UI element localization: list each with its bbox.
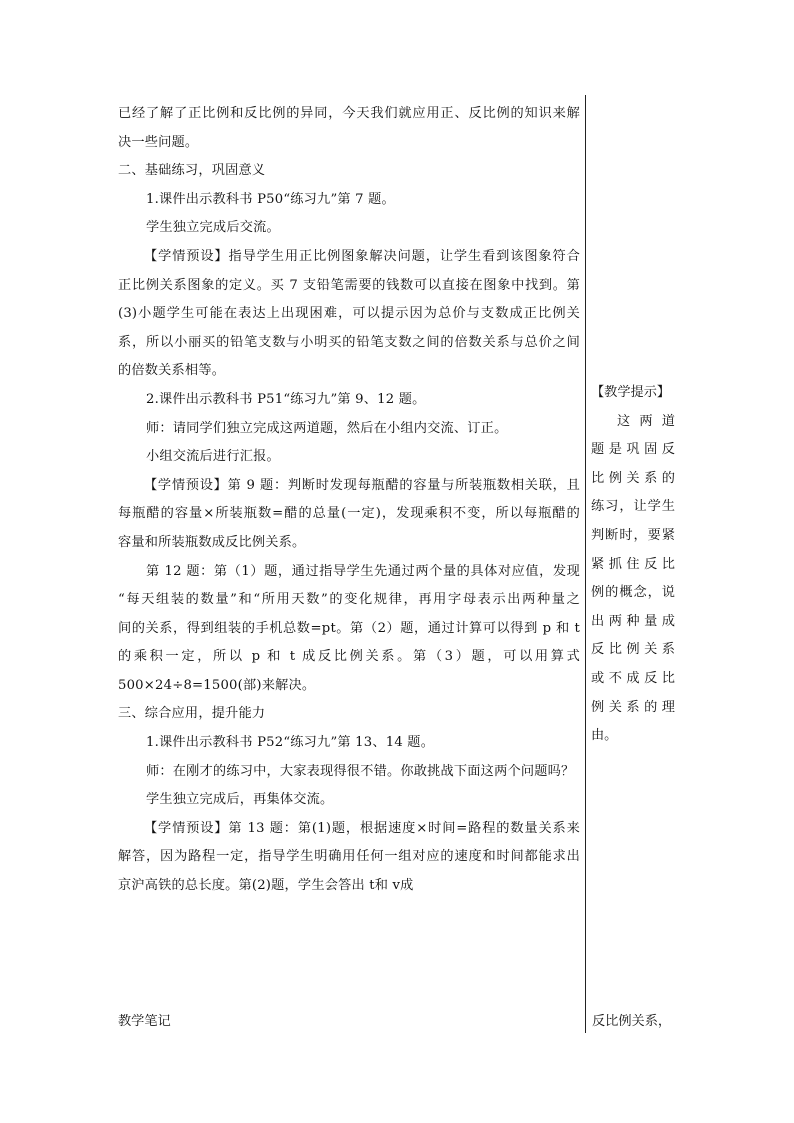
tip-line: 由。 [591,728,618,744]
tip-line: 例的概念，说 [591,585,675,601]
tip-line: 反比例关系 [591,642,675,658]
section-heading: 二、基础练习，巩固意义 [118,163,266,179]
tip-line: 紧抓住反比 [591,556,675,572]
text-line: 解答，因为路程一定，指导学生明确用任何一组对应的速度和时间都能求出 [118,849,580,865]
text-line: 1.课件出示教科书 P52“练习九”第 13、14 题。 [146,735,435,751]
text-line: 师：在刚才的练习中，大家表现得很不错。你敢挑战下面这两个问题吗？ [146,763,575,779]
tip-line: 题是巩固反 [591,442,675,458]
text-line: 学生独立完成后交流。 [146,220,280,236]
text-line: 正比例关系图象的定义。买 7 支铅笔需要的钱数可以直接在图象中找到。第 [118,277,580,293]
teaching-notes-label: 教学笔记 [118,1014,171,1029]
tip-line: 练习，让学生 [591,499,675,515]
teaching-tip-column [591,379,675,751]
tip-line: 判断时，要紧 [591,527,675,543]
text-line: 2.课件出示教科书 P51“练习九”第 9、12 题。 [146,391,426,407]
text-line: 间的关系，得到组装的手机总数=pt。第（2）题，通过计算可以得到 p 和 t [118,620,580,636]
tip-heading: 【教学提示】 [591,385,671,400]
text-line: 容量和所装瓶数成反比例关系。 [118,534,306,550]
text-line: 1.课件出示教科书 P50“练习九”第 7 题。 [146,191,395,207]
text-line: 系，所以小丽买的铅笔支数与小明买的铅笔支数之间的倍数关系与总价之间 [118,334,580,350]
text-line: 【学情预设】指导学生用正比例图象解决问题，让学生看到该图象符合 [144,248,580,264]
text-line: 已经了解了正比例和反比例的异同，今天我们就应用正、反比例的知识来解 [118,106,580,121]
text-line: 【学情预设】第 9 题：判断时发现每瓶醋的容量与所装瓶数相关联，且 [144,477,580,493]
text-line: 500×24÷8=1500(部)来解决。 [118,677,316,693]
tip-line: 例关系的理 [591,699,675,715]
tip-line: 或不成反比 [591,670,675,686]
side-continuation-text: 反比例关系， [592,1014,672,1029]
text-line: 每瓶醋的容量×所装瓶数=醋的总量(一定)，发现乘积不变，所以每瓶醋的 [118,506,580,522]
text-line: 小组交流后进行汇报。 [146,449,280,465]
text-line: 师：请同学们独立完成这两道题，然后在小组内交流、订正。 [146,420,508,436]
tip-line: 出两种量成 [591,613,675,629]
text-line: 第 12 题：第（1）题，通过指导学生先通过两个量的具体对应值，发现 [146,563,580,579]
text-line: 的倍数关系相等。 [118,363,226,379]
text-line: 学生独立完成后，再集体交流。 [146,792,334,808]
column-divider [585,95,586,1033]
tip-line: 这 两 道 [617,413,675,429]
text-line: 【学情预设】第 13 题：第(1)题，根据速度×时间=路程的数量关系来 [144,820,580,836]
text-line: 决一些问题。 [118,134,199,150]
text-line: (3)小题学生可能在表达上出现困难，可以提示因为总价与支数成正比例关 [118,306,580,322]
tip-line: 比例关系的 [591,470,675,486]
text-line: 京沪高铁的总长度。第(2)题，学生会答出 t和 v成 [118,878,414,894]
main-column [118,100,580,901]
text-line: “每天组装的数量”和“所用天数”的变化规律，再用字母表示出两种量之 [118,592,580,608]
text-line: 的乘积一定，所以 p 和 t 成反比例关系。第（3）题，可以用算式 [118,649,580,665]
section-heading: 三、综合应用，提升能力 [118,706,266,722]
